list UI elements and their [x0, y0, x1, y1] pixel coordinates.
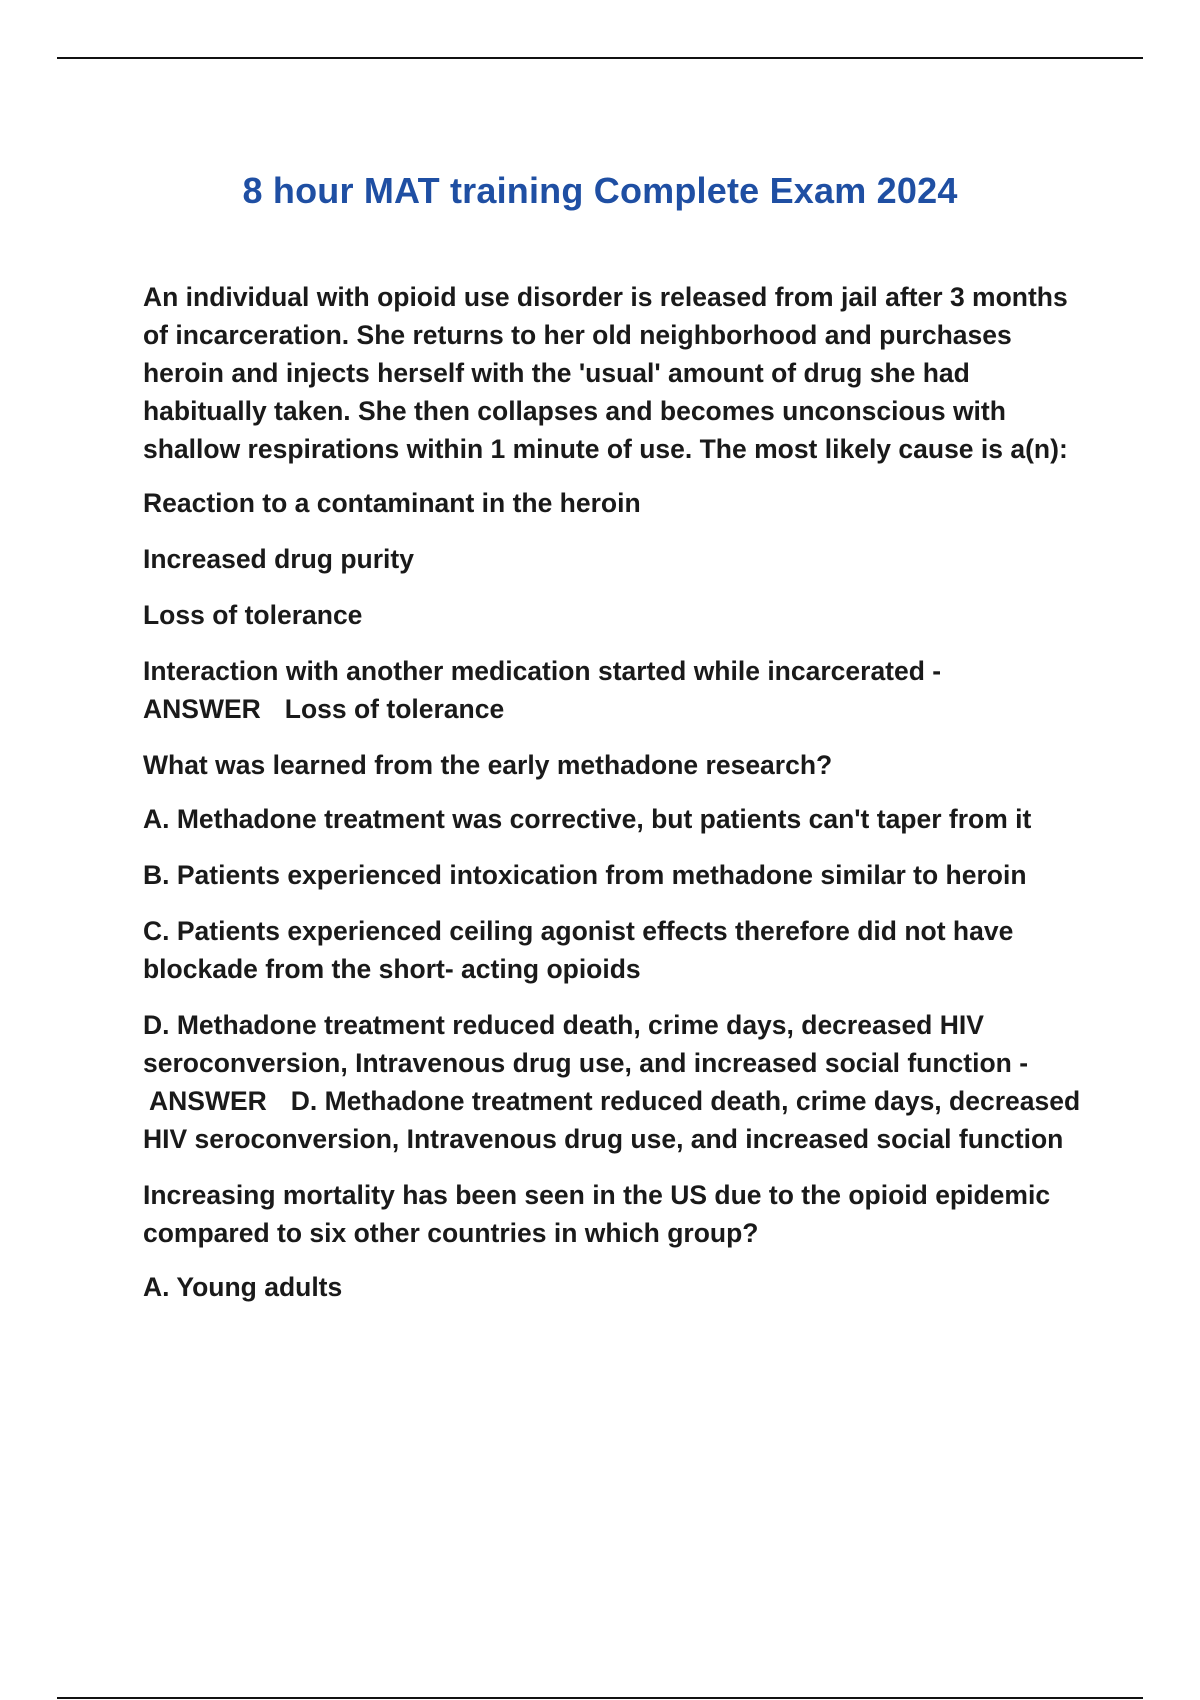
question-3-option-a: A. Young adults — [143, 1272, 343, 1302]
page-title: 8 hour MAT training Complete Exam 2024 — [242, 170, 958, 212]
question-2-option-b: B. Patients experienced intoxication from methadone similar to heroin — [143, 860, 1027, 890]
question-1-text: An individual with opioid use disorder is released from jail after 3 months of incarceration. She returns to her old neighborhood and purchases heroin and injects herself with the 'usual' amount of drug she had habitually taken. She then collapses and becomes unconscious with shallow respirations within 1 minute of use. The most likely cause is a(n): — [143, 282, 1068, 464]
question-1-option-1: Reaction to a contaminant in the heroin — [143, 488, 641, 518]
question-3-text: Increasing mortality has been seen in the US due to the opioid epidemic compared to six other countries in which group? — [143, 1180, 1051, 1248]
question-1-option-3: Loss of tolerance — [143, 600, 363, 630]
question-2-option-c: C. Patients experienced ceiling agonist effects therefore did not have blockade from the short- acting opioids — [143, 916, 1014, 984]
question-2-separator: - — [1019, 1048, 1029, 1078]
question-1-option-2: Increased drug purity — [143, 544, 414, 574]
question-2-option-a: A. Methadone treatment was corrective, but patients can't taper from it — [143, 804, 1032, 834]
header-rule — [57, 57, 1143, 59]
question-2-option-d-with-answer — [143, 1006, 1093, 1158]
exam-content — [143, 278, 1093, 1324]
question-2-answer-label: ANSWER — [149, 1086, 267, 1116]
question-2-answer: D. Methadone treatment reduced death, crime days, decreased HIV seroconversion, Intravenous drug use, and increased social function — [143, 1086, 1081, 1154]
footer-rule — [57, 1697, 1143, 1699]
question-1-option-4-with-answer — [143, 652, 1093, 728]
question-2-text: What was learned from the early methadone research? — [143, 750, 833, 780]
question-1-answer: Loss of tolerance — [284, 694, 505, 724]
question-1-option-4: Interaction with another medication started while incarcerated - — [143, 656, 942, 686]
question-1-answer-label: ANSWER — [143, 694, 261, 724]
question-2-option-d: D. Methadone treatment reduced death, crime days, decreased HIV seroconversion, Intravenous drug use, and increased social function — [143, 1010, 1012, 1078]
